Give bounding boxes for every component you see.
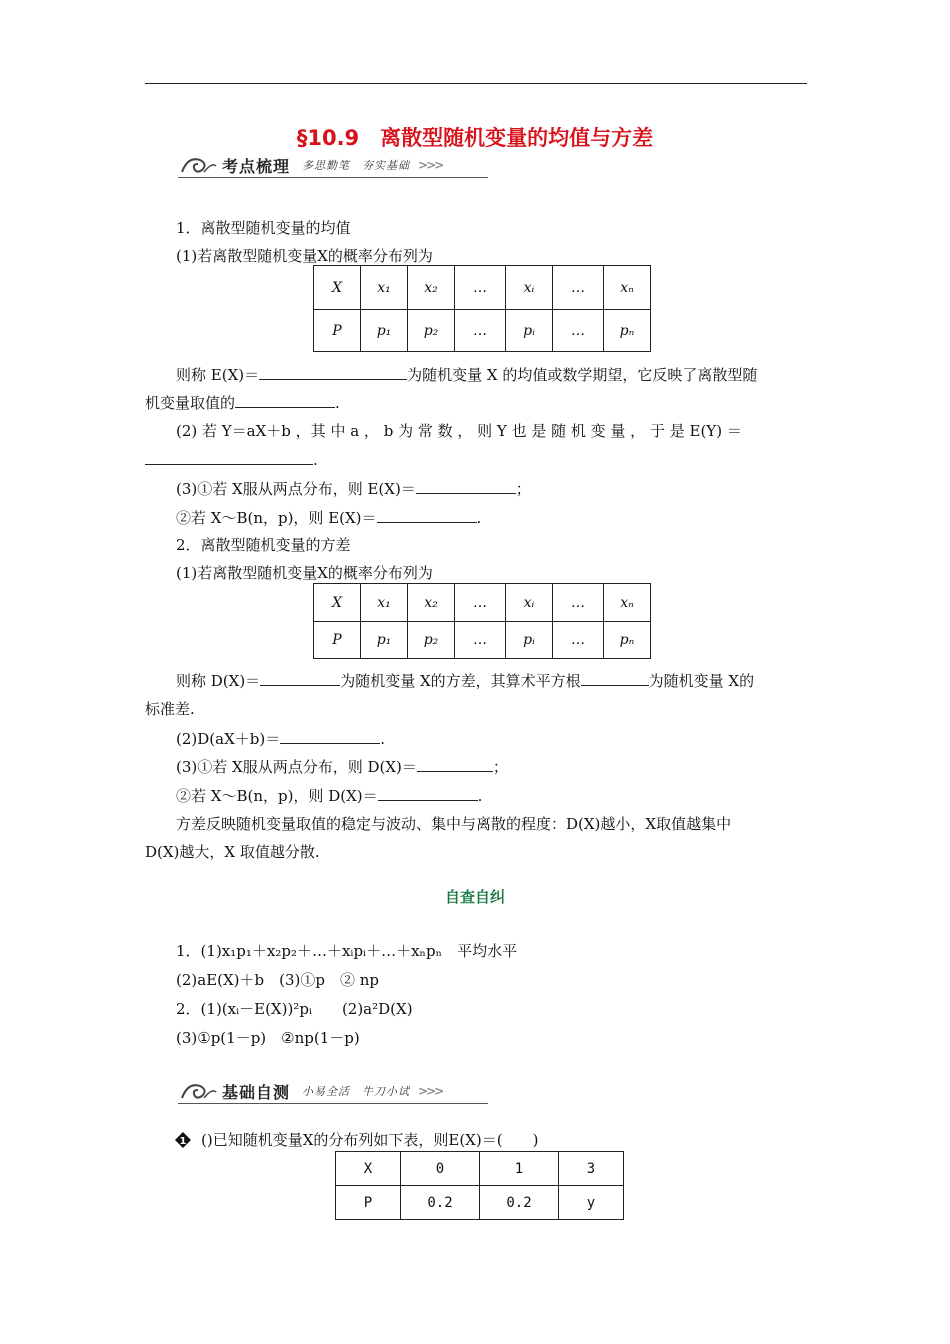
s2-heading: 2．离散型随机变量的方差: [176, 536, 351, 554]
section-banner-jichu: [178, 1076, 442, 1106]
s2-line3: [176, 728, 385, 749]
table-cell: X: [336, 1152, 401, 1186]
table-cell: X: [314, 266, 361, 310]
swirl-icon: [178, 152, 218, 178]
table-cell: x₁: [361, 584, 408, 622]
question-table: [335, 1151, 624, 1220]
s2-line1: [176, 670, 754, 691]
s1-line2: [145, 392, 340, 413]
text: 则称 E(X)＝: [176, 366, 260, 384]
text: ；: [515, 480, 531, 498]
table-cell: pᵢ: [506, 310, 553, 352]
table-cell: …: [553, 310, 604, 352]
chevron-right-icon: >>>: [418, 1084, 443, 1098]
text: 为随机变量 X的: [648, 672, 755, 690]
text: .: [380, 730, 385, 748]
question-text: ()已知随机变量X的分布列如下表，则E(X)＝( ): [201, 1131, 539, 1149]
page-title: §10.9 离散型随机变量的均值与方差: [296, 126, 654, 150]
distribution-table-2: [313, 583, 651, 659]
table-cell: 0.2: [401, 1186, 480, 1220]
banner-subtitle: 多思勤笔 夯实基础: [302, 159, 411, 172]
s1-line3: (2) 若 Y＝aX＋b ，其 中 a ， b 为 常 数 ， 则 Y 也 是 随 机 变 量 ， 于 是 E(Y) ＝: [176, 422, 742, 440]
text: (3)①若 X服从两点分布，则 E(X)＝: [176, 480, 416, 498]
table-cell: 0: [401, 1152, 480, 1186]
table-cell: xₙ: [604, 266, 651, 310]
table-cell: pᵢ: [506, 622, 553, 659]
table-cell: P: [314, 622, 361, 659]
table-cell: 1: [480, 1152, 559, 1186]
table-cell: xᵢ: [506, 266, 553, 310]
answers-heading: 自查自纠: [444, 888, 505, 906]
table-row: [314, 584, 651, 622]
s1-heading: 1．离散型随机变量的均值: [176, 219, 351, 237]
table-cell: …: [553, 266, 604, 310]
table-cell: x₂: [408, 584, 455, 622]
table-cell: pₙ: [604, 310, 651, 352]
table-row: [314, 266, 651, 310]
table-cell: P: [336, 1186, 401, 1220]
s2-line6: 方差反映随机变量取值的稳定与波动、集中与离散的程度：D(X)越小，X取值越集中: [176, 815, 732, 833]
s2-line7: D(X)越大，X 取值越分散.: [145, 843, 320, 861]
table-cell: x₂: [408, 266, 455, 310]
table-cell: X: [314, 584, 361, 622]
table-cell: p₂: [408, 310, 455, 352]
question-number-icon: [174, 1131, 192, 1149]
table-row: [314, 622, 651, 659]
fill-blank[interactable]: [280, 728, 380, 744]
table-row: [336, 1186, 624, 1220]
text: (2)D(aX＋b)＝: [176, 730, 281, 748]
s1-line4: [145, 449, 318, 470]
table-cell: p₂: [408, 622, 455, 659]
text: 则称 D(X)＝: [176, 672, 261, 690]
table-cell: …: [553, 622, 604, 659]
table-cell: p₁: [361, 310, 408, 352]
s1-line1: [176, 364, 757, 385]
table-cell: x₁: [361, 266, 408, 310]
fill-blank[interactable]: [581, 670, 649, 686]
table-cell: 0.2: [480, 1186, 559, 1220]
fill-blank[interactable]: [259, 364, 407, 380]
fill-blank[interactable]: [145, 449, 313, 465]
answer-line-2: (2)aE(X)＋b (3)①p ② np: [176, 971, 380, 989]
swirl-icon: [178, 1078, 218, 1104]
table-cell: p₁: [361, 622, 408, 659]
fill-blank[interactable]: [260, 670, 340, 686]
fill-blank[interactable]: [417, 756, 493, 772]
table-cell: …: [455, 622, 506, 659]
fill-blank[interactable]: [235, 392, 335, 408]
text: .: [476, 509, 482, 527]
text: .: [313, 451, 318, 469]
answer-line-1: 1．(1)x₁p₁＋x₂p₂＋…＋xᵢpᵢ＋…＋xₙpₙ 平均水平: [176, 942, 518, 960]
s2-line2: 标准差.: [145, 700, 195, 718]
s2-p1: (1)若离散型随机变量X的概率分布列为: [176, 564, 433, 582]
section-banner-kaodian: [178, 150, 442, 180]
table-row: [336, 1152, 624, 1186]
text: (3)①若 X服从两点分布，则 D(X)＝: [176, 758, 417, 776]
banner-subtitle: 小易全活 牛刀小试: [302, 1085, 411, 1098]
answer-line-4: (3)①p(1－p) ②np(1－p): [176, 1029, 360, 1047]
fill-blank[interactable]: [377, 507, 477, 523]
chevron-right-icon: >>>: [418, 158, 443, 172]
distribution-table-1: [313, 265, 651, 352]
s1-line5: [176, 478, 531, 499]
answer-line-3: 2．(1)(xᵢ－E(X))²pᵢ (2)a²D(X): [176, 1000, 413, 1018]
s1-p1: (1)若离散型随机变量X的概率分布列为: [176, 247, 433, 265]
banner-label: 基础自测: [222, 1082, 291, 1102]
table-cell: P: [314, 310, 361, 352]
table-cell: 3: [559, 1152, 624, 1186]
table-cell: pₙ: [604, 622, 651, 659]
text: 机变量取值的: [145, 394, 236, 412]
text: .: [335, 394, 340, 412]
s2-line5: [176, 785, 482, 806]
s2-line4: [176, 756, 508, 777]
top-rule: [145, 83, 807, 84]
table-cell: …: [455, 310, 506, 352]
table-cell: xₙ: [604, 584, 651, 622]
s1-line6: [176, 507, 481, 528]
text: ②若 X～B(n，p)，则 E(X)＝: [176, 509, 377, 527]
table-row: [314, 310, 651, 352]
fill-blank[interactable]: [416, 478, 516, 494]
table-cell: …: [455, 584, 506, 622]
fill-blank[interactable]: [378, 785, 478, 801]
svg-text:1: 1: [179, 1136, 187, 1147]
text: ；: [492, 758, 508, 776]
table-cell: xᵢ: [506, 584, 553, 622]
table-cell: …: [455, 266, 506, 310]
text: 为随机变量 X的方差，其算术平方根: [340, 672, 581, 690]
banner-label: 考点梳理: [222, 156, 291, 176]
table-cell: y: [559, 1186, 624, 1220]
text: 为随机变量 X 的均值或数学期望，它反映了离散型随: [407, 366, 758, 384]
text: ②若 X～B(n，p)，则 D(X)＝: [176, 787, 378, 805]
table-cell: …: [553, 584, 604, 622]
text: .: [477, 787, 483, 805]
